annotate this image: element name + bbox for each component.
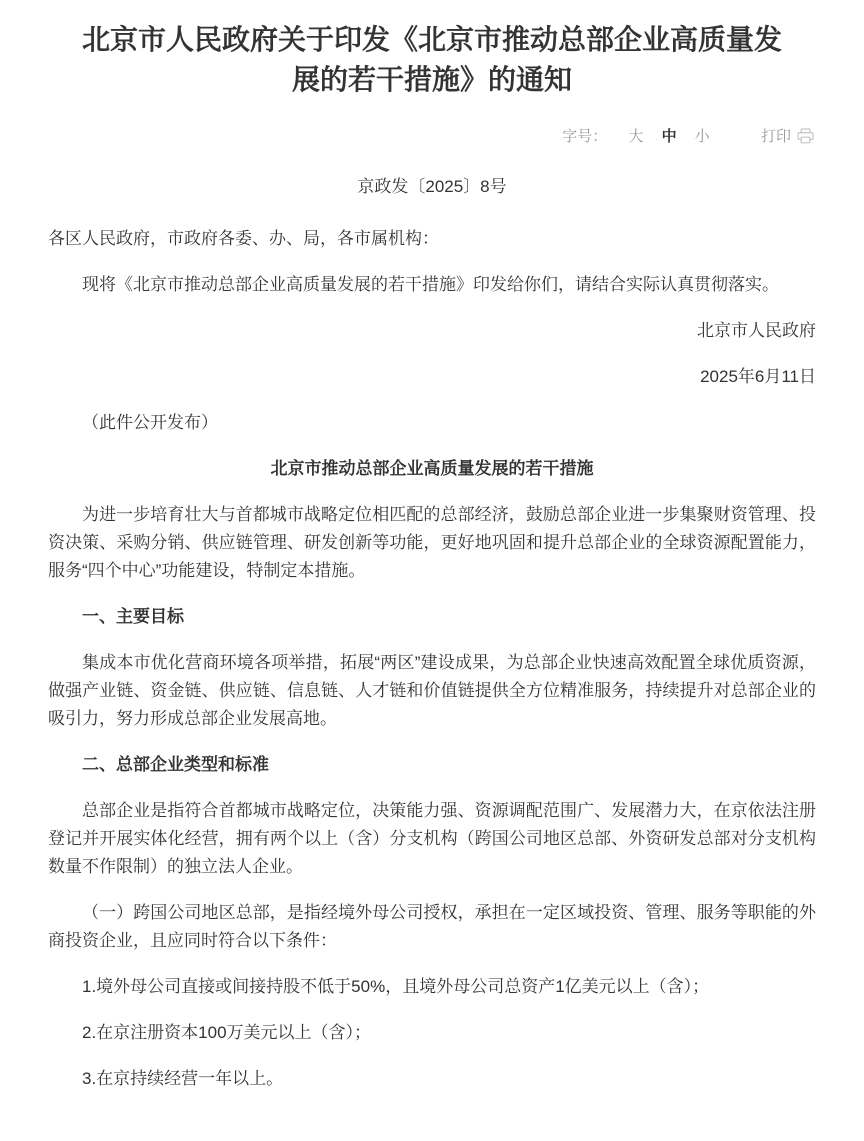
printer-icon — [797, 128, 814, 151]
section-1-heading: 一、主要目标 — [82, 607, 184, 626]
salutation: 各区人民政府，市政府各委、办、局，各市属机构： — [48, 229, 439, 248]
public-release-note: （此件公开发布） — [82, 413, 218, 432]
signature-org: 北京市人民政府 — [697, 321, 816, 340]
condition-item-2: 2.在京注册资本100万美元以上（含）； — [82, 1023, 372, 1042]
condition-item-1: 1.境外母公司直接或间接持股不低于50%，且境外母公司总资产1亿美元以上（含）； — [82, 977, 710, 996]
signature-date: 2025年6月11日 — [700, 367, 816, 386]
section-2-definition-paragraph: 总部企业是指符合首都城市战略定位，决策能力强、资源调配范围广、发展潜力大，在京依法注册登记并开展实体化经营，拥有两个以上（含）分支机构（跨国公司地区总部、外资研发总部对分支机构数量不作限制）的独立法人企业。 — [48, 801, 816, 876]
preamble-paragraph: 为进一步培育壮大与首都城市战略定位相匹配的总部经济，鼓励总部企业进一步集聚财资管理、投资决策、采购分销、供应链管理、研发创新等功能，更好地巩固和提升总部企业的全球资源配置能力，服务“四个中心”功能建设，特制定本措施。 — [48, 505, 816, 580]
forwarding-paragraph: 现将《北京市推动总部企业高质量发展的若干措施》印发给你们，请结合实际认真贯彻落实。 — [82, 275, 779, 294]
font-size-small-button[interactable]: 小 — [694, 128, 710, 145]
font-size-large-button[interactable]: 大 — [628, 128, 644, 145]
article-toolbar — [48, 126, 816, 151]
section-2-heading: 二、总部企业类型和标准 — [82, 755, 269, 774]
print-button-label: 打印 — [760, 128, 791, 145]
measures-title: 北京市推动总部企业高质量发展的若干措施 — [270, 459, 594, 478]
document-body — [48, 225, 816, 1093]
document-number: 京政发〔2025〕8号 — [357, 177, 507, 196]
subsection-1-mnc-hq-paragraph: （一）跨国公司地区总部，是指经境外母公司授权，承担在一定区域投资、管理、服务等职能的外商投资企业，且应同时符合以下条件： — [48, 903, 816, 950]
condition-item-3: 3.在京持续经营一年以上。 — [82, 1069, 284, 1088]
section-1-paragraph: 集成本市优化营商环境各项举措，拓展“两区”建设成果，为总部企业快速高效配置全球优质资源，做强产业链、资金链、供应链、信息链、人才链和价值链提供全方位精准服务，持续提升对总部企业的吸引力，努力形成总部企业发展高地。 — [48, 653, 816, 728]
font-size-medium-button[interactable]: 中 — [661, 128, 677, 145]
font-size-label: 字号： — [562, 128, 608, 145]
page-title: 北京市人民政府关于印发《北京市推动总部企业高质量发展的若干措施》的通知 — [81, 24, 782, 95]
print-button[interactable] — [761, 126, 814, 151]
